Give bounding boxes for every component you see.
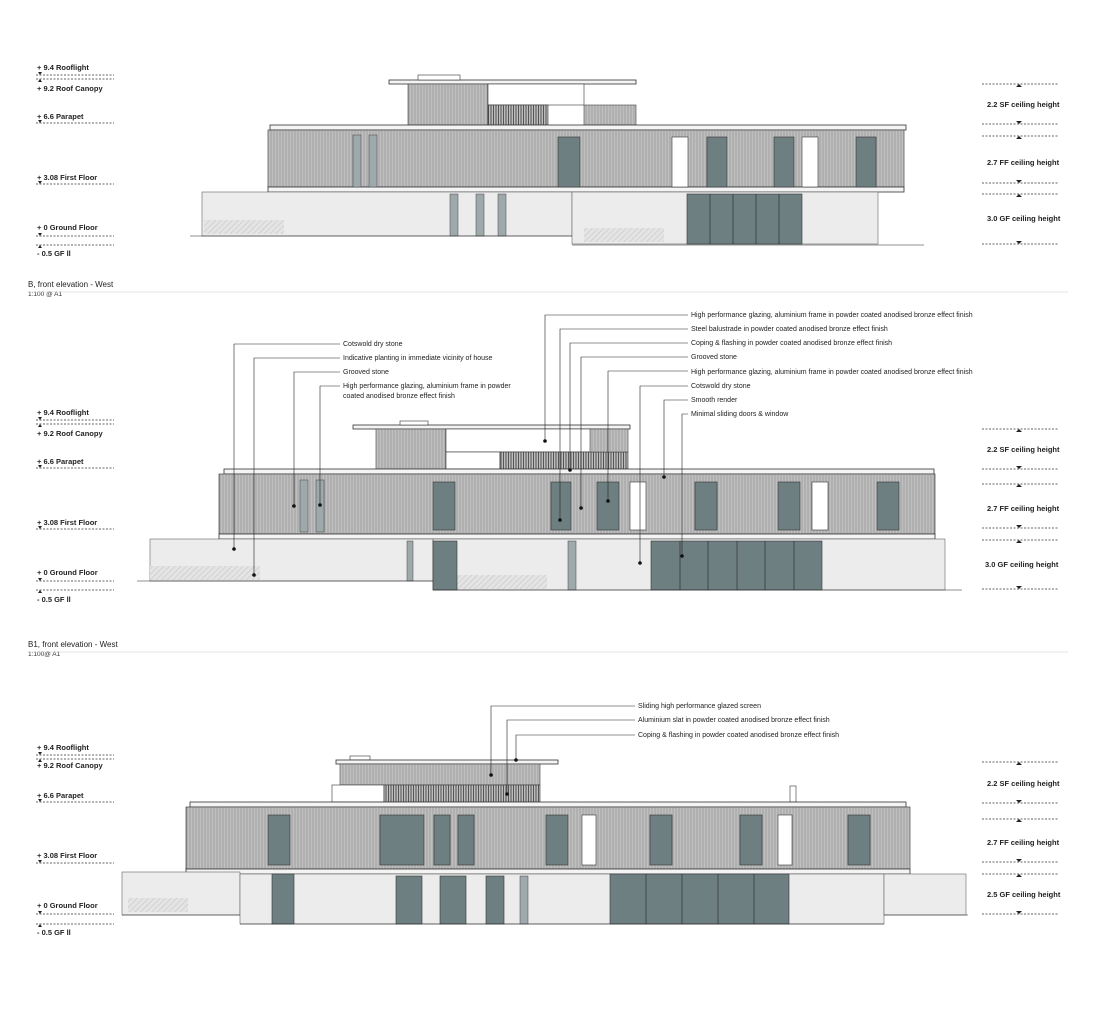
annotation-coping: Coping & flashing in powder coated anodised bronze effect finish — [638, 732, 840, 739]
level-label-ground-floor: + 0 Ground Floor — [37, 568, 98, 577]
ceiling-label-sf: 2.2 SF ceiling height — [987, 100, 1060, 109]
level-label-roof-canopy: + 9.2 Roof Canopy — [37, 761, 103, 770]
elevation-1 — [36, 63, 1061, 258]
annotation-sliding-doors: Minimal sliding doors & window — [691, 411, 789, 418]
level-label-first-floor: + 3.08 First Floor — [37, 851, 98, 860]
ceiling-label-sf: 2.2 SF ceiling height — [987, 779, 1060, 788]
ceiling-label-gf: 3.0 GF ceiling height — [987, 214, 1061, 223]
annotation-balustrade: Steel balustrade in powder coated anodised bronze effect finish — [691, 326, 888, 333]
annotation-glazing-line-1: High performance glazing, aluminium frame in powder — [343, 383, 511, 390]
level-lines — [36, 417, 114, 593]
level-label-gf-ll: - 0.5 GF ll — [37, 928, 71, 937]
level-label-gf-ll: - 0.5 GF ll — [37, 249, 71, 258]
level-label-first-floor: + 3.08 First Floor — [37, 173, 98, 182]
annotation-cotswold-stone-2: Cotswold dry stone — [691, 383, 751, 390]
level-label-roof-canopy: + 9.2 Roof Canopy — [37, 429, 103, 438]
level-label-parapet: + 6.6 Parapet — [37, 457, 84, 466]
annotation-glazing-line-2: coated anodised bronze effect finish — [343, 393, 455, 400]
ceiling-label-ff: 2.7 FF ceiling height — [987, 838, 1060, 847]
level-label-parapet: + 6.6 Parapet — [37, 791, 84, 800]
level-label-ground-floor: + 0 Ground Floor — [37, 901, 98, 910]
level-label-rooflight: + 9.4 Rooflight — [37, 743, 89, 752]
annotation-glazing: High performance glazing, aluminium frame in powder coated anodised bronze effect finish — [691, 312, 973, 319]
level-lines — [36, 72, 114, 248]
annotation-grooved-stone: Grooved stone — [343, 369, 389, 376]
annotation-aluminium-slat: Aluminium slat in powder coated anodised bronze effect finish — [638, 717, 830, 724]
ceiling-label-sf: 2.2 SF ceiling height — [987, 445, 1060, 454]
annotation-cotswold-stone: Cotswold dry stone — [343, 341, 403, 348]
annotation-glazing-2: High performance glazing, aluminium frame in powder coated anodised bronze effect finish — [691, 369, 973, 376]
annotation-coping: Coping & flashing in powder coated anodised bronze effect finish — [691, 340, 893, 347]
level-label-gf-ll: - 0.5 GF ll — [37, 595, 71, 604]
annotation-smooth-render: Smooth render — [691, 397, 738, 404]
building-elevation-2 — [137, 421, 962, 590]
elevation-3 — [28, 640, 1068, 937]
level-label-rooflight: + 9.4 Rooflight — [37, 63, 89, 72]
elevation-3-title: B1, front elevation - West — [28, 640, 118, 649]
annotation-grooved-stone-2: Grooved stone — [691, 354, 737, 361]
level-label-parapet: + 6.6 Parapet — [37, 112, 84, 121]
ceiling-label-ff: 2.7 FF ceiling height — [987, 504, 1060, 513]
level-label-roof-canopy: + 9.2 Roof Canopy — [37, 84, 103, 93]
level-label-first-floor: + 3.08 First Floor — [37, 518, 98, 527]
ceiling-label-gf: 3.0 GF ceiling height — [985, 560, 1059, 569]
elevation-2-title: B, front elevation - West — [28, 280, 114, 289]
level-label-rooflight: + 9.4 Rooflight — [37, 408, 89, 417]
level-label-ground-floor: + 0 Ground Floor — [37, 223, 98, 232]
elevation-2-scale: 1:100 @ A1 — [28, 291, 63, 298]
building-elevation-1 — [190, 75, 924, 245]
building-elevation-3 — [122, 756, 968, 924]
elevation-2 — [28, 280, 1068, 604]
annotation-sliding-screen: Sliding high performance glazed screen — [638, 703, 761, 710]
annotation-planting: Indicative planting in immediate vicinity of house — [343, 355, 493, 362]
ceiling-label-ff: 2.7 FF ceiling height — [987, 158, 1060, 167]
elevation-3-scale: 1:100@ A1 — [28, 651, 61, 658]
ceiling-label-gf: 2.5 GF ceiling height — [987, 890, 1061, 899]
